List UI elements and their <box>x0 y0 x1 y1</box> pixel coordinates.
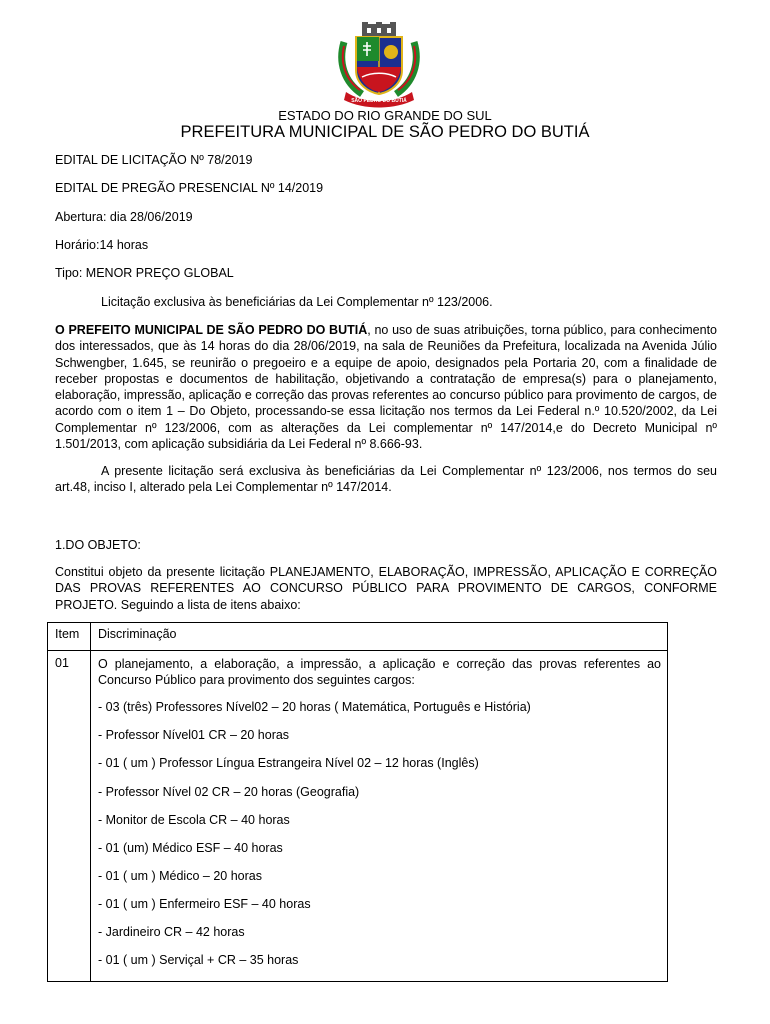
municipality-name: PREFEITURA MUNICIPAL DE SÃO PEDRO DO BUTIÁ <box>180 123 590 141</box>
cargo-item: - 01 ( um ) Serviçal + CR – 35 horas <box>98 953 299 967</box>
abertura: Abertura: dia 28/06/2019 <box>55 210 193 224</box>
table-header-discriminacao: Discriminação <box>98 627 177 641</box>
horario: Horário:14 horas <box>55 238 149 252</box>
intro-bold: O PREFEITO MUNICIPAL DE SÃO PEDRO DO BUTIÁ <box>55 323 368 337</box>
table-column-divider <box>90 622 91 982</box>
intro-text: , no uso de suas atribuições, torna público, para conhecimento dos interessados, que às 14 horas do dia 28/06/2019, na sala de Reuniões da Prefeitura, localizada na Avenida Júlio Schwengber, 1.645, se reunirão o pregoeiro e a equipe de apoio, designados pela Portaria 20, com a finalidade de receber propostas e documentos de habilitação, objetivando a contratação de empresa(s) para o planejamento, elaboração, impressão, aplicação e correção das provas referentes ao concurso público para provimento de cargos, de acordo com o item 1 – Do Objeto, processando-se essa licitação nos termos da Lei Federal n.º 10.520/2002, da Lei Complementar nº 123/2006, com as alterações da Lei complementar nº 147/2014,e do Decreto Municipal nº 1.501/2013, com aplicação subsidiária da Lei Federal nº 8.666-93. <box>55 323 717 452</box>
crest-ribbon-text: SÃO PEDRO DO BUTIÁ <box>351 98 407 104</box>
cargo-item: - Jardineiro CR – 42 horas <box>98 925 245 939</box>
cargo-item: - 01 ( um ) Enfermeiro ESF – 40 horas <box>98 897 311 911</box>
cargo-item: - 03 (três) Professores Nível02 – 20 horas ( Matemática, Português e História) <box>98 700 531 714</box>
objeto-paragraph: Constitui objeto da presente licitação PLANEJAMENTO, ELABORAÇÃO, IMPRESSÃO, APLICAÇÃO E CORREÇÃO DAS PROVAS REFERENTES AO CONCURSO PÚBLICO PARA PROVIMENTO DE CARGOS, CONFORME PROJETO. Seguindo a lista de itens abaixo: <box>55 565 717 612</box>
table-row-item-number: 01 <box>55 656 69 670</box>
cargo-item: - Monitor de Escola CR – 40 horas <box>98 813 290 827</box>
edital-licitacao: EDITAL DE LICITAÇÃO Nº 78/2019 <box>55 153 253 167</box>
state-name: ESTADO DO RIO GRANDE DO SUL <box>278 108 492 123</box>
municipal-coat-of-arms <box>334 22 424 108</box>
cargo-item: - 01 ( um ) Professor Língua Estrangeira Nível 02 – 12 horas (Inglês) <box>98 756 479 770</box>
cargo-item: - Professor Nível 02 CR – 20 horas (Geografia) <box>98 785 360 799</box>
edital-pregao: EDITAL DE PREGÃO PRESENCIAL Nº 14/2019 <box>55 181 324 195</box>
objeto-heading: 1.DO OBJETO: <box>55 538 141 552</box>
table-header-divider <box>47 650 668 651</box>
table-row-intro: O planejamento, a elaboração, a impressão, a aplicação e correção das provas referentes ao Concurso Público para provimento dos seguintes cargos: <box>98 657 661 688</box>
cargo-item: - 01 (um) Médico ESF – 40 horas <box>98 841 283 855</box>
intro-paragraph <box>55 322 717 452</box>
table-header-item: Item <box>55 627 80 641</box>
exclusiva-note: Licitação exclusiva às beneficiárias da Lei Complementar nº 123/2006. <box>101 295 493 309</box>
cargo-item: - 01 ( um ) Médico – 20 horas <box>98 869 262 883</box>
presente-paragraph: A presente licitação será exclusiva às beneficiárias da Lei Complementar nº 123/2006, nos termos do seu art.48, inciso I, alterado pela Lei Complementar nº 147/2014. <box>55 464 717 495</box>
cargo-item: - Professor Nível01 CR – 20 horas <box>98 728 290 742</box>
tipo: Tipo: MENOR PREÇO GLOBAL <box>55 266 234 280</box>
